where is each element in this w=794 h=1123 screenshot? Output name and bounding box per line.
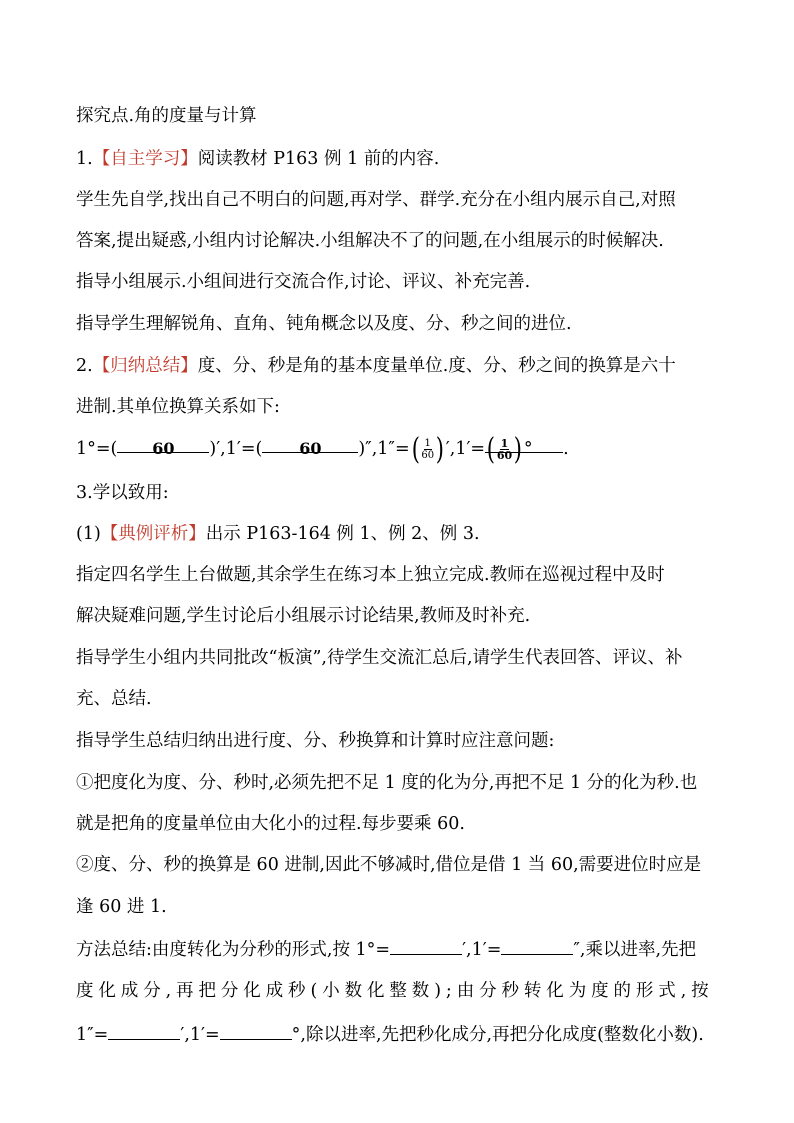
paragraph-line: 指导学生总结归纳出进行度、分、秒换算和计算时应注意问题: (76, 731, 555, 751)
formula-text: )′,1′=( (209, 439, 263, 459)
question-text: 出示 P163-164 例 1、例 2、例 3. (205, 524, 480, 544)
rule-1-line: ①把度化为度、分、秒时,必须先把不足 1 度的化为分,再把不足 1 分的化为秒.也 (76, 773, 698, 793)
method-text: ′,1′= (462, 940, 502, 960)
answer-value: 60 (299, 439, 322, 458)
conversion-formula (76, 431, 720, 467)
paragraph-line: 指导学生小组内共同批改“板演”,待学生交流汇总后,请学生代表回答、评议、补 (76, 648, 683, 668)
fraction-numerator: 1 (424, 438, 431, 449)
section-heading: 探究点.角的度量与计算 (76, 106, 257, 126)
paragraph-line: 解决疑难问题,学生讨论后小组展示讨论结果,教师及时补充. (76, 606, 531, 626)
method-text: ″,乘以进率,先把 (573, 940, 697, 960)
rule-2-line: ②度、分、秒的换算是 60 进制,因此不够减时,借位是借 1 当 60,需要进位时应是 (76, 855, 702, 875)
paragraph-line: 指定四名学生上台做题,其余学生在练习本上独立完成.教师在巡视过程中及时 (76, 565, 665, 585)
method-summary-line: 度化成分,再把分化成秒(小数化整数);由分秒转化为度的形式,按 (76, 981, 714, 1001)
paragraph-line: 学生先自学,找出自己不明白的问题,再对学、群学.充分在小组内展示自己,对照 (76, 190, 676, 210)
item-1-line (76, 147, 720, 171)
fraction-answer: ( $\frac{1}{60}$ ) (486, 431, 523, 467)
paragraph-line: 进制.其单位换算关系如下: (76, 397, 280, 417)
example-analysis-tag: 【典例评析】 (100, 524, 206, 544)
item-1-text: 阅读教材 P163 例 1 前的内容. (197, 149, 440, 169)
method-text: ′,1′= (180, 1025, 220, 1045)
fraction-numerator: 1 (500, 437, 509, 450)
question-1-line (76, 522, 720, 546)
answer-blank (117, 434, 209, 458)
formula-text: )″,1″= (358, 439, 410, 459)
fill-blank[interactable] (108, 1021, 180, 1040)
degree-symbol: ° (523, 439, 533, 459)
fill-blank[interactable] (390, 936, 462, 955)
formula-text: ′,1′= (445, 439, 486, 459)
formula-text: 1°=( (76, 439, 118, 459)
method-summary-line (76, 936, 720, 962)
method-text: 方法总结:由度转化为分秒的形式,按 1°= (76, 940, 391, 960)
self-study-tag: 【自主学习】 (92, 149, 198, 169)
method-summary-line (76, 1021, 720, 1047)
summary-tag: 【归纳总结】 (92, 356, 198, 376)
answer-value: 60 (152, 439, 175, 458)
item-2-line (76, 354, 720, 378)
rule-2-line: 逢 60 进 1. (76, 897, 167, 917)
paragraph-line: 指导小组展示.小组间进行交流合作,讨论、评议、补充完善. (76, 272, 531, 292)
fraction-denominator: 60 (421, 450, 435, 461)
fraction-answer: ( $\frac{1}{60}$ ) (411, 431, 445, 467)
item-1-number: 1. (76, 149, 93, 169)
formula-text: . (563, 439, 569, 459)
method-text: °,除以进率,先把秒化成分,再把分化成度(整数化小数). (291, 1025, 704, 1045)
method-text: 1″= (76, 1025, 109, 1045)
section-3-title: 3.学以致用: (76, 483, 169, 503)
paragraph-line: 答案,提出疑惑,小组内讨论解决.小组解决不了的问题,在小组展示的时候解决. (76, 231, 664, 251)
paragraph-line: 充、总结. (76, 689, 152, 709)
answer-blank (262, 434, 358, 458)
fill-blank[interactable] (220, 1021, 292, 1040)
paragraph-line: 指导学生理解锐角、直角、钝角概念以及度、分、秒之间的进位. (76, 314, 572, 334)
item-2-text: 度、分、秒是角的基本度量单位.度、分、秒之间的换算是六十 (197, 356, 676, 376)
answer-blank (485, 431, 563, 467)
rule-1-line: 就是把角的度量单位由大化小的过程.每步要乘 60. (76, 814, 465, 834)
question-number: (1) (76, 524, 101, 544)
fill-blank[interactable] (501, 936, 573, 955)
fraction-denominator: 60 (496, 449, 513, 462)
item-2-number: 2. (76, 356, 93, 376)
